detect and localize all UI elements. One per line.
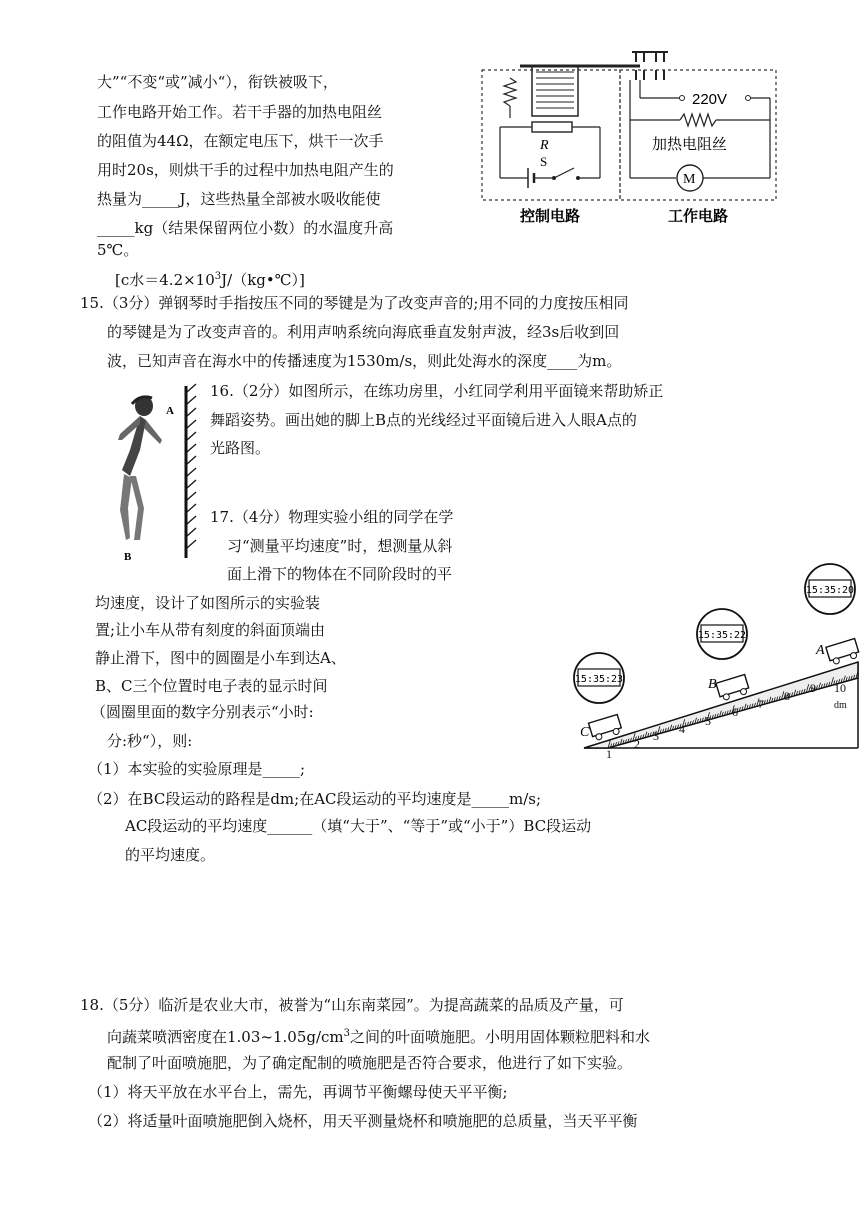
q14-specific-heat (115, 267, 305, 290)
q17-line-1: 17.（4分）物理实验小组的同学在学 (210, 508, 454, 526)
circuit-figure (480, 48, 780, 228)
q17-line-11: （2）在BC段运动的路程是dm;在AC段运动的平均速度是_____m/s; (88, 790, 542, 808)
q14-line-2: 工作电路开始工作。若干手器的加热电阻丝 (97, 103, 383, 121)
label-C: C (580, 725, 590, 740)
q18-line-1: 18.（5分）临沂是农业大市，被誉为“山东南菜园”。为提高蔬菜的品质及产量，可 (80, 996, 624, 1014)
q14-line-4: 用时20s，则烘干手的过程中加热电阻产生的 (97, 161, 394, 179)
q17-line-5: 置;让小车从带有刻度的斜面顶端由 (95, 621, 326, 639)
tick-7: 7 (758, 697, 764, 711)
q14-const-sup: 3 (214, 271, 222, 282)
unit-dm: dm (834, 700, 847, 711)
car-A (826, 639, 860, 666)
tick-5: 5 (705, 714, 711, 728)
q14-const-post: J/（kg•℃）] (221, 271, 305, 289)
q18-line-2-post: 之间的叶面喷施肥。小明用固体颗粒肥料和水 (350, 1028, 651, 1046)
tick-4: 4 (679, 722, 685, 736)
q17-line-3: 面上滑下的物体在不同阶段时的平 (227, 565, 453, 583)
q18-line-2 (107, 1024, 650, 1047)
q14-line-1: 大”“不变“或”减小“），衔铁被吸下， (97, 73, 338, 91)
tick-10: 10 (834, 681, 846, 695)
q14-line-7: 5℃。 (97, 241, 139, 259)
label-voltage: 220V (692, 91, 728, 108)
q14-line-6: _____kg（结果保留两位小数）的水温度升高 (97, 219, 394, 237)
q16-line-3: 光路图。 (210, 439, 271, 457)
label-A-eye: A (166, 405, 174, 417)
q15-line-2: 的琴键是为了改变声音的。利用声呐系统向海底垂直发射声波，经3s后收到回 (107, 323, 620, 341)
q15-line-1: 15.（3分）弹钢琴时手指按压不同的琴键是为了改变声音的;用不同的力度按压相同 (80, 294, 629, 312)
tick-8: 8 (784, 689, 790, 703)
q16-line-2: 舞蹈姿势。画出她的脚上B点的光线经过平面镜后进入人眼A点的 (210, 411, 637, 429)
q18-line-4: （1）将天平放在水平台上，需先，再调节平衡螺母使天平平衡; (88, 1083, 508, 1101)
tick-1: 1 (606, 747, 612, 760)
mirror-figure (100, 380, 200, 570)
q17-line-7: B、C三个位置时电子表的显示时间 (95, 677, 328, 695)
q17-line-4: 均速度，设计了如图所示的实验装 (95, 594, 321, 612)
tick-9: 9 (810, 681, 816, 695)
tick-3: 3 (653, 729, 659, 743)
incline-figure (572, 562, 860, 760)
q14-line-3: 的阻值为44Ω，在额定电压下，烘干一次手 (97, 132, 384, 150)
q17-line-9: 分:秒“），则: (107, 732, 193, 750)
label-motor: M (683, 172, 696, 187)
q17-line-6: 静止滑下，图中的圆圈是小车到达A、 (95, 649, 346, 667)
q17-line-2: 习“测量平均速度”时，想测量从斜 (227, 537, 453, 555)
label-heater: 加热电阻丝 (652, 135, 728, 153)
q17-line-8: （圆圈里面的数字分别表示“小时: (91, 703, 314, 721)
q17-line-13: 的平均速度。 (125, 846, 216, 864)
label-A: A (816, 643, 825, 658)
label-R: R (540, 138, 549, 153)
q18-line-2-pre: 向蔬菜喷洒密度在1.03~1.05g/cm (107, 1028, 344, 1046)
clock-C-time: 15:35:23 (574, 674, 624, 685)
q18-line-3: 配制了叶面喷施肥，为了确定配制的喷施肥是否符合要求，他进行了如下实验。 (107, 1054, 633, 1072)
q14-const-pre: [c水＝4.2×10 (115, 271, 215, 289)
label-work-circuit: 工作电路 (668, 207, 729, 225)
q18-line-2-sup: 3 (343, 1028, 351, 1039)
q17-line-10: （1）本实验的实验原理是_____; (88, 760, 306, 778)
clock-B-time: 15:35:22 (697, 630, 747, 641)
label-S: S (540, 154, 548, 169)
label-B: B (708, 677, 717, 692)
label-control-circuit: 控制电路 (520, 207, 581, 225)
q15-line-3: 波，已知声音在海水中的传播速度为1530m/s，则此处海水的深度____为m。 (107, 352, 622, 370)
q14-line-5: 热量为_____J，这些热量全部被水吸收能使 (97, 190, 381, 208)
tick-2: 2 (634, 737, 640, 751)
label-B-foot: B (124, 551, 132, 563)
q17-line-12: AC段运动的平均速度______（填“大于”、“等于”或“小于”）BC段运动 (125, 817, 592, 835)
q16-line-1: 16.（2分）如图所示，在练功房里，小红同学利用平面镜来帮助矫正 (210, 382, 664, 400)
tick-6: 6 (732, 705, 738, 719)
q18-line-5: （2）将适量叶面喷施肥倒入烧杯，用天平测量烧杯和喷施肥的总质量，当天平平衡 (88, 1112, 638, 1130)
clock-A-time: 15:35:20 (805, 585, 855, 596)
